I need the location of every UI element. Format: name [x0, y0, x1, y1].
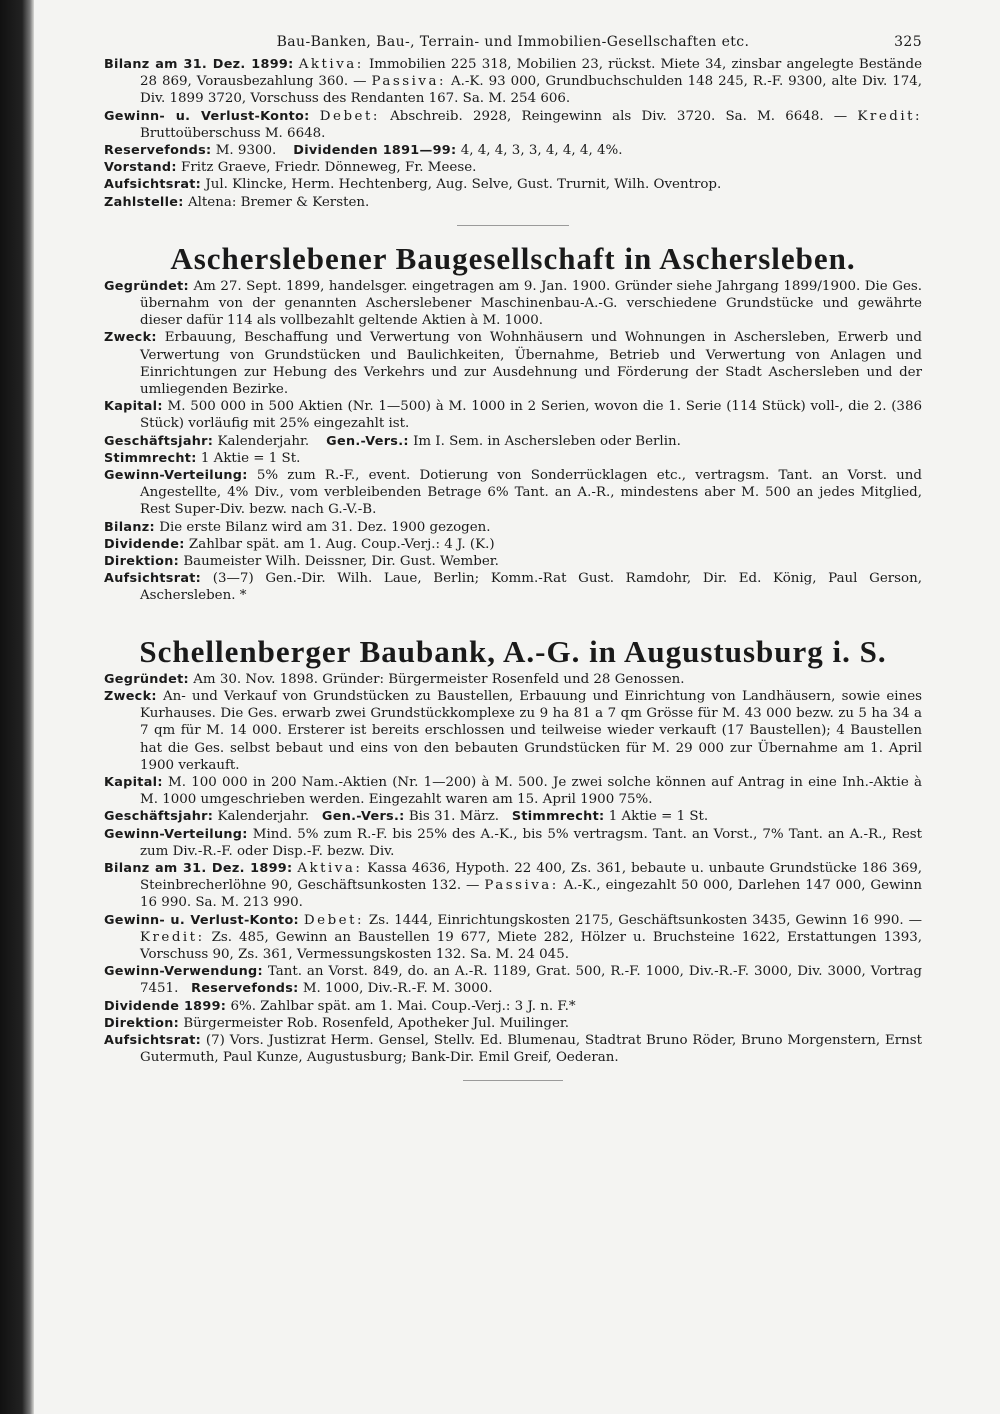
aschersleben-kapital: Kapital: M. 500 000 in 500 Aktien (Nr. 1—500) à M. 1000 in 2 Serien, wovon die 1. Serie (114 Stück) voll-, die 2. (386 Stück) vorläufig mit 25% eingezahlt ist. — [104, 399, 922, 432]
aschersleben-gewinn-verteilung: Gewinn-Verteilung: 5% zum R.-F., event. Dotierung von Sonderrücklagen etc., vertragsm. Tant. an Vorst. und Angestellte, 4% Div., vom verbleibenden Betrage 6% Tant. an A.-R., mindestens aber M. 500 an jedes Mitglied, Rest Super-Div. bezw. nach G.-V.-B. — [104, 468, 922, 518]
prev-aufsichtsrat: Aufsichtsrat: Jul. Klincke, Herm. Hechtenberg, Aug. Selve, Gust. Trurnit, Wilh. Oventrop. — [104, 177, 722, 193]
schellenberg-gewinn-verwendung: Gewinn-Verwendung: Tant. an Vorst. 849, do. an A.-R. 1189, Grat. 500, R.-F. 1000, Div.-R.-F. 3000, Div. 3000, Vortrag 7451. Reservefonds: M. 1000, Div.-R.-F. M. 3000. — [104, 964, 922, 997]
schellenberg-gegruendet: Gegründet: Am 30. Nov. 1898. Gründer: Bürgermeister Rosenfeld und 28 Genossen. — [104, 671, 685, 687]
prev-zahlstelle: Zahlstelle: Altena: Bremer & Kersten. — [104, 194, 370, 210]
schellenberg-zweck: Zweck: An- und Verkauf von Grundstücken zu Baustellen, Erbauung und Einrichtung von Landhäusern, sowie eines Kurhauses. Die Ges. erwarb zwei Grundstückkomplexe zu 9 ha 81 a 7 qm Grösse für M. 43 000 bezw. zu 5 ha 34 a 7 qm für M. 14 000. Ersterer ist bereits erschlossen und teilweise wieder verkauft (17 Baustellen); 4 Baustellen hat die Ges. selbst bebaut und eins von den bebauten Grundstücken für M. 29 000 zur Übernahme am 1. April 1900 verkauft. — [104, 688, 922, 773]
aschersleben-bilanz: Bilanz: Die erste Bilanz wird am 31. Dez. 1900 gezogen. — [104, 519, 491, 535]
schellenberg-dividende: Dividende 1899: 6%. Zahlbar spät. am 1. Mai. Coup.-Verj.: 3 J. n. F.* — [104, 998, 576, 1014]
prev-guv: Gewinn- u. Verlust-Konto: Debet: Abschreib. 2928, Reingewinn als Div. 3720. Sa. M. 6648. — Kredit: Bruttoüberschuss M. 6648. — [104, 108, 922, 141]
page — [104, 28, 922, 1095]
prev-vorstand: Vorstand: Fritz Graeve, Friedr. Dönneweg, Fr. Meese. — [104, 160, 477, 176]
schellenberg-gewinn-verteilung: Gewinn-Verteilung: Mind. 5% zum R.-F. bis 25% des A.-K., bis 5% vertragsm. Tant. an Vorst., 7% Tant. an A.-R., Rest zum Div.-R.-F. oder Disp.-F. bezw. Div. — [104, 826, 922, 859]
aschersleben-stimmrecht: Stimmrecht: 1 Aktie = 1 St. — [104, 450, 301, 466]
schellenberg-guv: Gewinn- u. Verlust-Konto: Debet: Zs. 1444, Einrichtungskosten 2175, Geschäftsunkosten 3435, Gewinn 16 990. — Kredit: Zs. 485, Gewinn an Baustellen 19 677, Miete 282, Hölzer u. Bruchsteine 1622, Erstattungen 1393, Vorschuss 90, Zs. 361, Vermessungskosten 132. Sa. M. 24 045. — [104, 912, 923, 962]
previous-entry — [104, 56, 922, 211]
aschersleben-gegruendet: Gegründet: Am 27. Sept. 1899, handelsger. eingetragen am 9. Jan. 1900. Gründer siehe Jahrgang 1899/1900. Die Ges. übernahm von der genannten Ascherslebener Maschinenbau-A.-G. verschiedene Grundstücke und gewährte dieser dafür 114 als vollbezahlt geltende Aktien à M. 1000. — [104, 278, 922, 329]
schellenberg-bilanz: Bilanz am 31. Dez. 1899: Aktiva: Kassa 4636, Hypoth. 22 400, Zs. 361, bebaute u. unbaute Grundstücke 186 369, Steinbrecherlöhne 90, Geschäftsunkosten 132. — Passiva: A.-K., eingezahlt 50 000, Darlehen 147 000, Gewinn 16 990. Sa. M. 213 990. — [104, 860, 922, 911]
aschersleben-direktion: Direktion: Baumeister Wilh. Deissner, Dir. Gust. Wember. — [104, 554, 499, 570]
aschersleben-title: Ascherslebener Baugesellschaft in Aschersleben. — [170, 240, 856, 276]
running-head — [104, 28, 922, 56]
schellenberg-entry — [104, 633, 922, 1067]
schellenberg-kapital: Kapital: M. 100 000 in 200 Nam.-Aktien (Nr. 1—200) à M. 500. Je zwei solche können auf Antrag in eine Inh.-Aktie à M. 1000 umgeschrieben werden. Eingezahlt waren am 15. April 1900 75%. — [104, 774, 922, 808]
aschersleben-aufsichtsrat: Aufsichtsrat: (3—7) Gen.-Dir. Wilh. Laue, Berlin; Komm.-Rat Gust. Ramdohr, Dir. Ed. König, Paul Gerson, Aschersleben. * — [104, 571, 922, 604]
end-divider — [463, 1080, 563, 1081]
running-head-title: Bau-Banken, Bau-, Terrain- und Immobilien-Gesellschaften etc. — [276, 34, 750, 50]
aschersleben-geschaeftsjahr: Geschäftsjahr: Kalenderjahr. Gen.-Vers.: Im I. Sem. in Aschersleben oder Berlin. — [104, 433, 681, 449]
prev-bilanz: Bilanz am 31. Dez. 1899: Aktiva: Immobilien 225 318, Mobilien 23, rückst. Miete 34, zinsbar angelegte Bestände 28 869, Vorausbezahlung 360. — Passiva: A.-K. 93 000, Grundbuchschulden 148 245, R.-F. 9300, alte Div. 174, Div. 1899 3720, Vorschuss des Rendanten 167. Sa. M. 254 606. — [104, 57, 923, 107]
spacer — [104, 605, 922, 633]
aschersleben-entry — [104, 240, 922, 605]
aschersleben-zweck: Zweck: Erbauung, Beschaffung und Verwertung von Wohnhäusern und Wohnungen in Aschersleben, Erwerb und Verwertung von Grundstücken und Baulichkeiten, Übernahme, Betrieb und Verwertung von Anlagen und Einrichtungen zur Hebung des Verkehrs und zur Ausdehnung und Förderung der Stadt Aschersleben und der umliegenden Bezirke. — [104, 330, 922, 398]
schellenberg-direktion: Direktion: Bürgermeister Rob. Rosenfeld, Apotheker Jul. Muilinger. — [104, 1015, 570, 1031]
book-binding-edge — [0, 0, 34, 1414]
schellenberg-title: Schellenberger Baubank, A.-G. in Augustusburg i. S. — [139, 633, 887, 669]
aschersleben-dividende: Dividende: Zahlbar spät. am 1. Aug. Coup.-Verj.: 4 J. (K.) — [104, 536, 495, 552]
schellenberg-geschaeftsjahr: Geschäftsjahr: Kalenderjahr. Gen.-Vers.: Bis 31. März. Stimmrecht: 1 Aktie = 1 St. — [104, 809, 709, 825]
schellenberg-aufsichtsrat: Aufsichtsrat: (7) Vors. Justizrat Herm. Gensel, Stellv. Ed. Blumenau, Stadtrat Bruno Röder, Bruno Morgenstern, Ernst Gutermuth, Paul Kunze, Augustusburg; Bank-Dir. Emil Greif, Oederan. — [104, 1032, 922, 1066]
page-number: 325 — [894, 34, 922, 50]
section-divider — [457, 225, 569, 226]
prev-reserve-dividends: Reservefonds: M. 9300. Dividenden 1891—99: 4, 4, 4, 3, 3, 4, 4, 4, 4%. — [104, 143, 623, 159]
